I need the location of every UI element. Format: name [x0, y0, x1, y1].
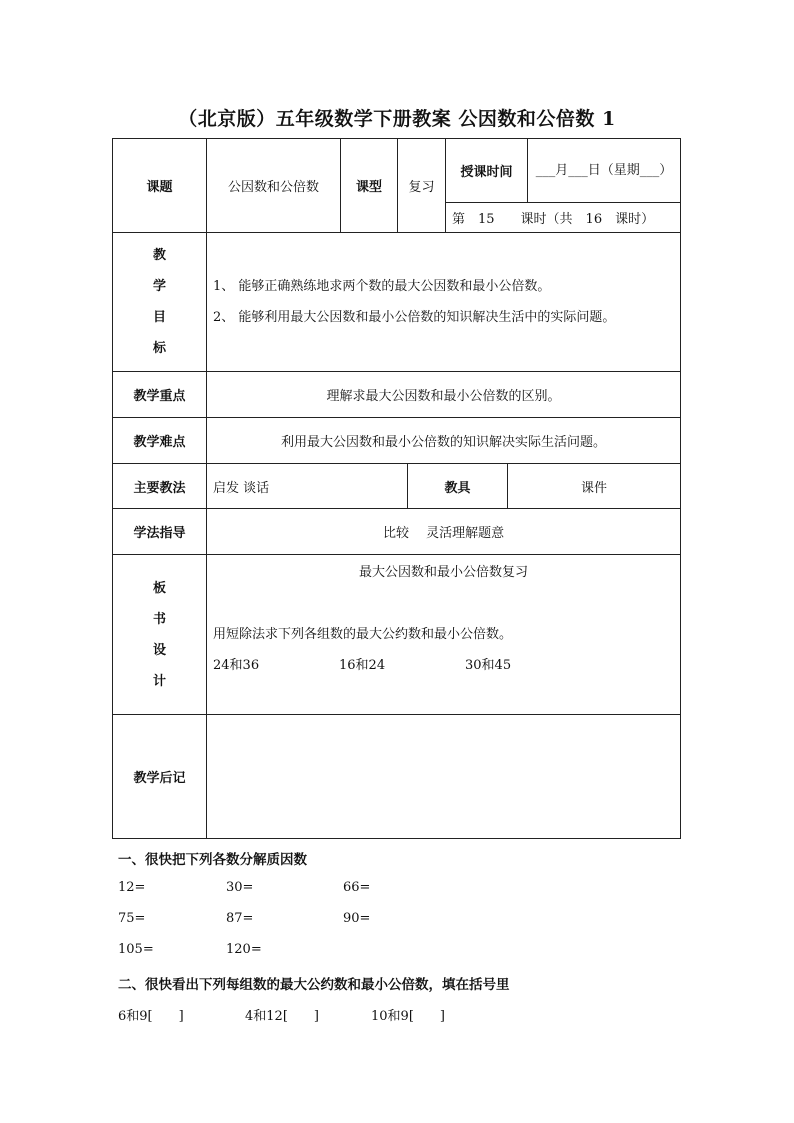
tools-value: 课件	[508, 464, 681, 509]
period-field: 第 15 课时（共 16 课时）	[446, 203, 681, 233]
exercise-1-row	[118, 942, 262, 957]
exercise-item: 10和9[ ]	[371, 1009, 445, 1024]
study-guide-label: 学法指导	[113, 509, 207, 555]
time-label: 授课时间	[446, 139, 528, 203]
tools-label: 教具	[408, 464, 508, 509]
board-items	[213, 650, 674, 681]
exercise-item: 12=	[118, 880, 146, 895]
board-design-content	[207, 555, 681, 715]
exercise-item: 105=	[118, 942, 154, 957]
key-point-label: 教学重点	[113, 372, 207, 418]
exercise-item: 75=	[118, 911, 146, 926]
board-label-char: 板	[152, 580, 166, 596]
difficulty-value: 利用最大公因数和最小公倍数的知识解决实际生活问题。	[207, 418, 681, 464]
board-item: 16和24	[339, 658, 386, 673]
exercise-item: 66=	[343, 880, 371, 895]
goal-item: 1、 能够正确熟练地求两个数的最大公因数和最小公倍数。	[213, 279, 551, 294]
goals-label	[113, 233, 207, 372]
board-label-char: 设	[152, 642, 166, 658]
goals-label-char: 教	[152, 248, 166, 263]
exercise-1-title: 一、很快把下列各数分解质因数	[118, 852, 307, 868]
key-point-value: 理解求最大公因数和最小公倍数的区别。	[207, 372, 681, 418]
goals-content	[207, 233, 681, 372]
board-instruction: 用短除法求下列各组数的最大公约数和最小公倍数。	[213, 627, 513, 642]
topic-label: 课题	[113, 139, 207, 233]
reflection-label: 教学后记	[113, 715, 207, 839]
goal-item: 2、 能够利用最大公因数和最小公倍数的知识解决生活中的实际问题。	[213, 310, 616, 325]
exercise-item: 30=	[226, 880, 254, 895]
date-field: ___月___日（星期___）	[528, 139, 681, 203]
board-item: 30和45	[465, 658, 512, 673]
type-label: 课型	[341, 139, 398, 233]
goals-label-char: 标	[152, 341, 166, 356]
lesson-plan-table	[112, 138, 681, 839]
exercise-2-row	[118, 1005, 445, 1024]
method-value: 启发 谈话	[207, 464, 408, 509]
reflection-content	[207, 715, 681, 839]
exercise-item: 4和12[ ]	[245, 1009, 319, 1024]
exercise-2-title: 二、很快看出下列每组数的最大公约数和最小公倍数，填在括号里	[118, 977, 510, 993]
study-guide-value: 比较 灵活理解题意	[207, 509, 681, 555]
exercise-1-row	[118, 911, 370, 926]
type-value: 复习	[398, 139, 446, 233]
exercise-1-row	[118, 880, 370, 895]
board-design-label	[113, 555, 207, 715]
goals-label-char: 目	[152, 310, 166, 325]
exercise-item: 87=	[226, 911, 254, 926]
board-item: 24和36	[213, 658, 260, 673]
difficulty-label: 教学难点	[113, 418, 207, 464]
board-label-char: 计	[152, 673, 166, 689]
board-title: 最大公因数和最小公倍数复习	[359, 565, 529, 580]
board-label-char: 书	[152, 611, 166, 627]
page-title: （北京版）五年级数学下册教案 公因数和公倍数 1	[178, 108, 616, 130]
exercise-item: 120=	[226, 942, 262, 957]
topic-value: 公因数和公倍数	[207, 139, 341, 233]
goals-label-char: 学	[152, 279, 166, 294]
exercise-item: 6和9[ ]	[118, 1009, 184, 1024]
method-label: 主要教法	[113, 464, 207, 509]
exercise-item: 90=	[343, 911, 371, 926]
